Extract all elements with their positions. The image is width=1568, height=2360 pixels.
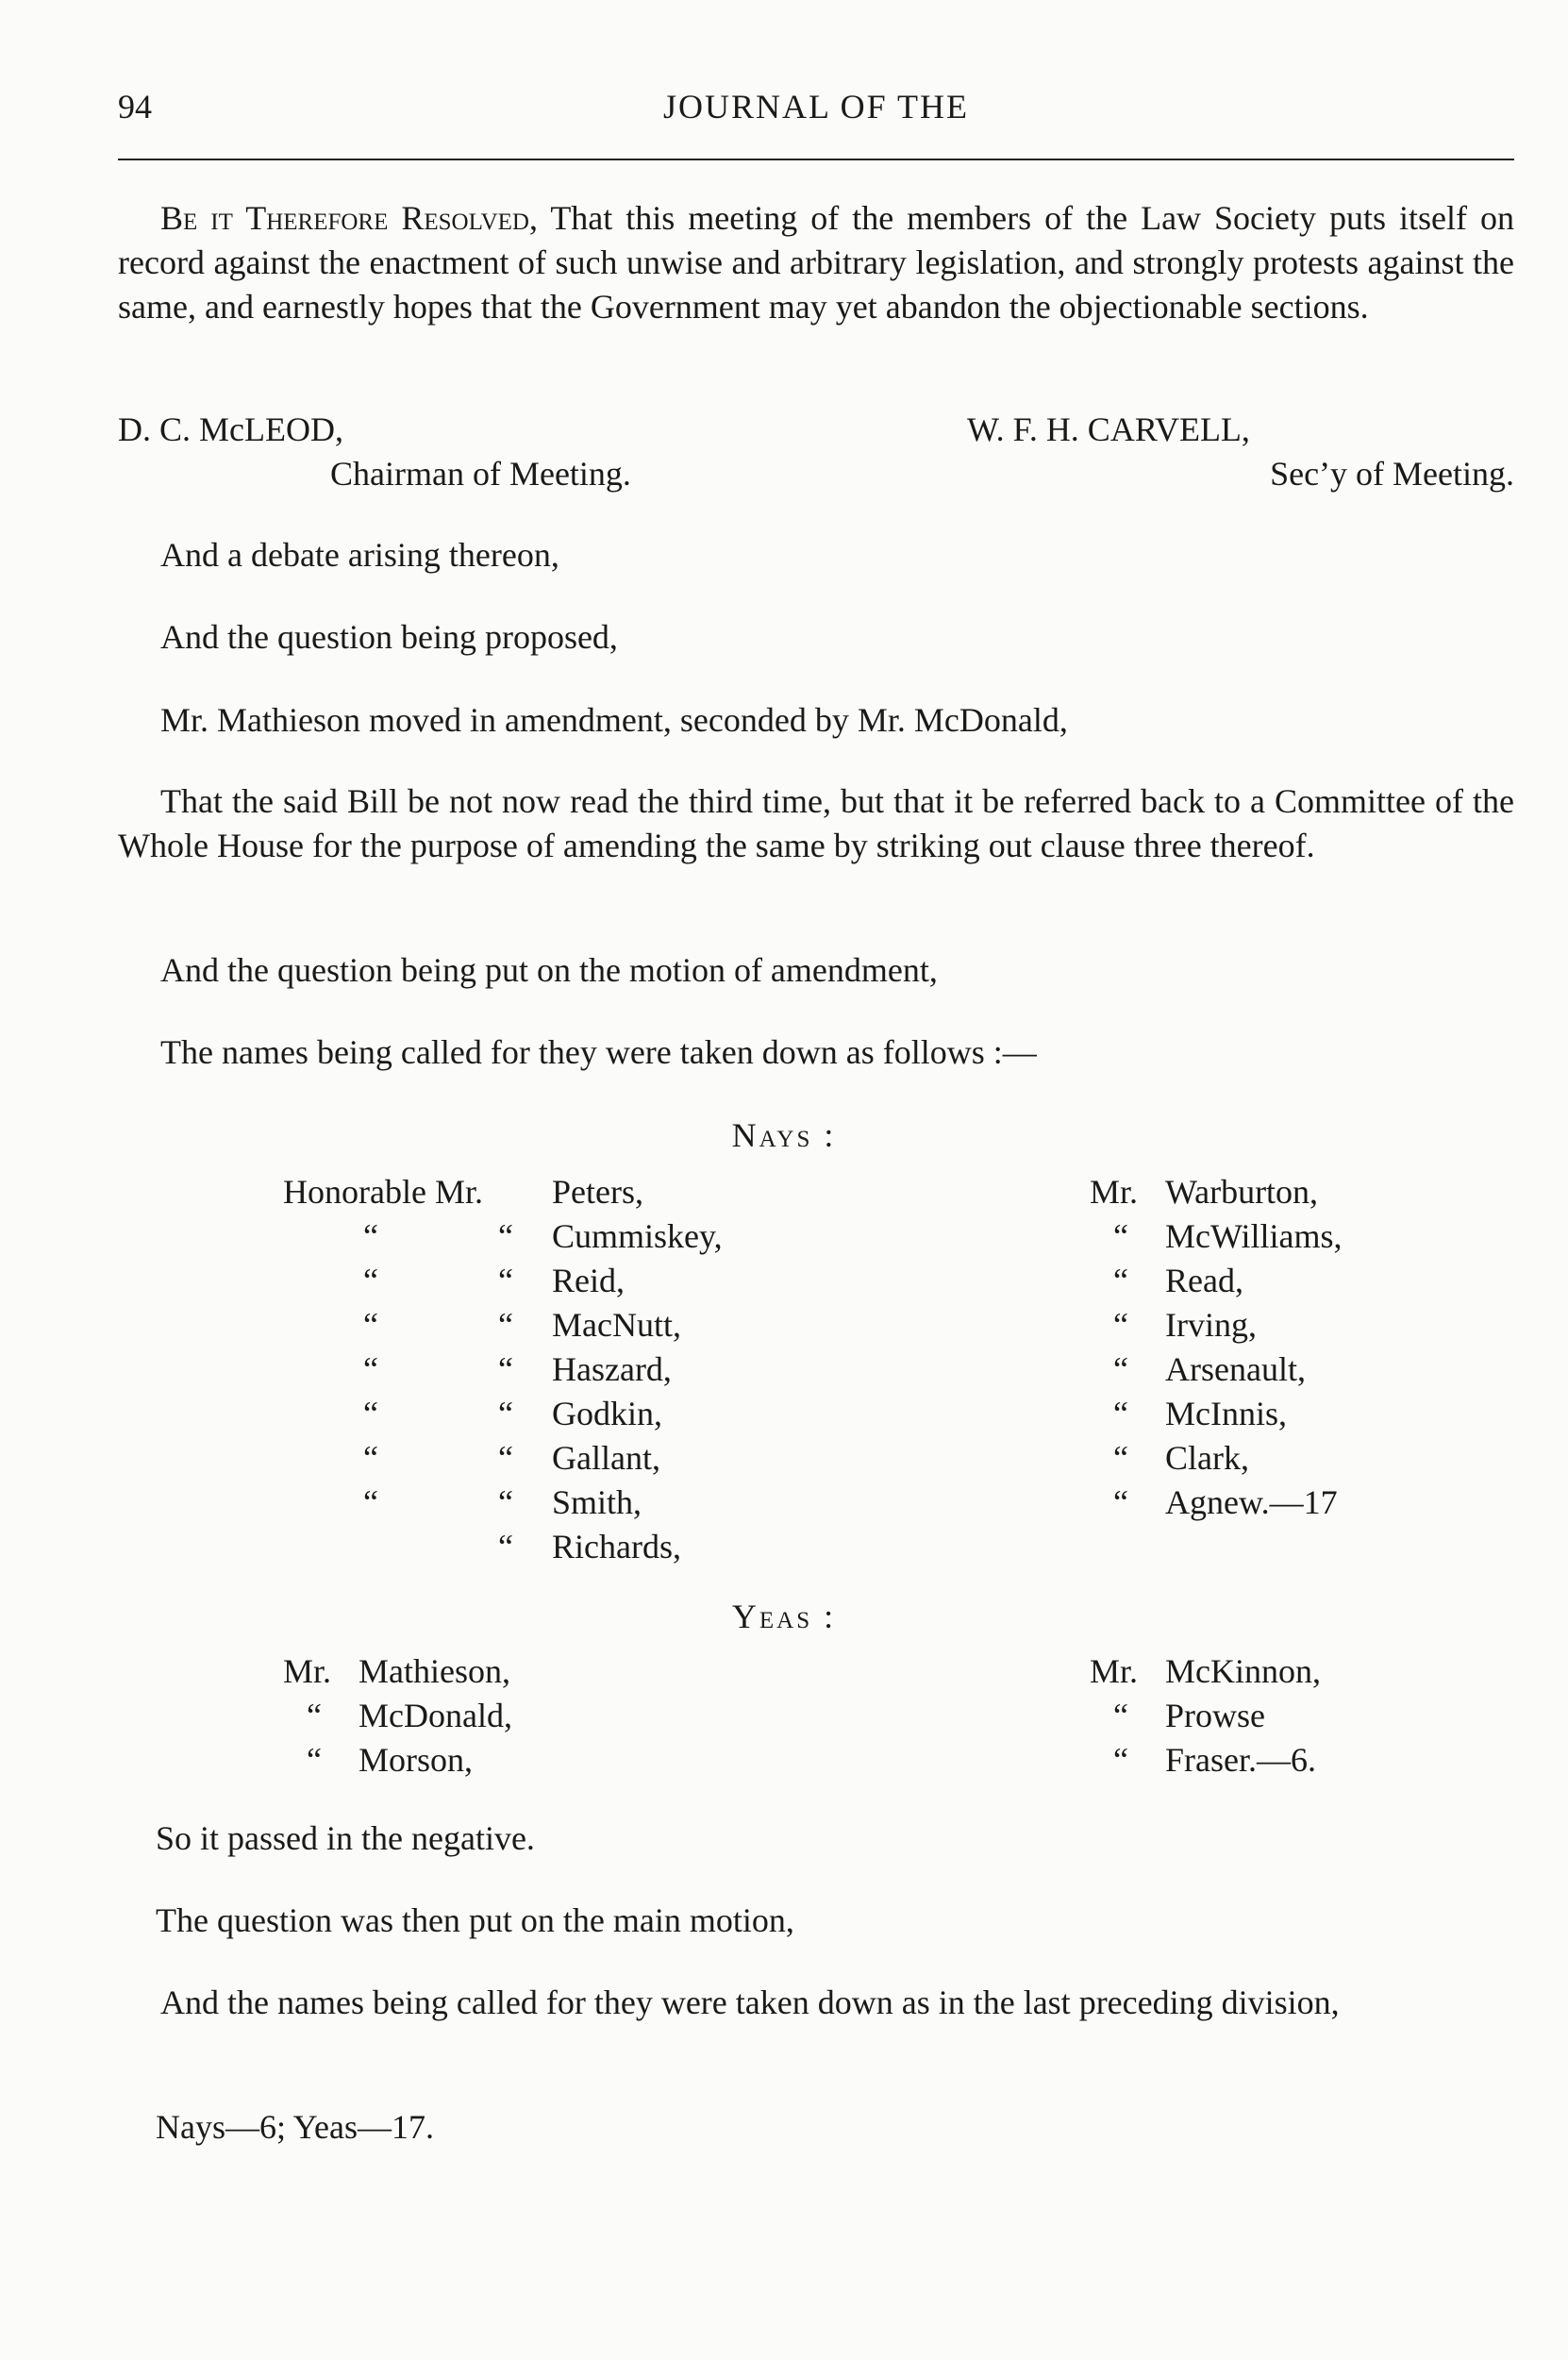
yeas-left-column (283, 1649, 679, 1783)
ditto-mark: “ (307, 1741, 322, 1779)
list-item (1090, 1649, 1486, 1694)
member-name: Irving, (1165, 1306, 1257, 1344)
list-item (283, 1170, 811, 1214)
member-name: Cummiskey, (552, 1217, 723, 1255)
list-item (283, 1347, 811, 1392)
list-item (283, 1738, 679, 1783)
ditto-mark: “ (1113, 1439, 1128, 1477)
secretary-name: W. F. H. CARVELL, (967, 410, 1250, 448)
debate-line: And a debate arising thereon, (160, 536, 559, 574)
nays-right-column (1090, 1170, 1486, 1525)
list-item (1090, 1481, 1486, 1525)
list-item (283, 1303, 811, 1347)
ditto-mark: “ (1113, 1697, 1128, 1734)
chairman-name: D. C. McLEOD, (118, 410, 343, 448)
list-item (1090, 1170, 1486, 1214)
ditto-mark: “ (1113, 1306, 1128, 1344)
amendment-line: Mr. Mathieson moved in amendment, seconded by Mr. McDonald, (160, 701, 1068, 739)
ditto-mark: “ (1113, 1217, 1128, 1255)
member-name: Peters, (552, 1173, 643, 1211)
list-item (283, 1649, 679, 1694)
member-name: Clark, (1165, 1439, 1249, 1477)
ditto-mark: “ (363, 1262, 378, 1299)
ditto-mark: “ (363, 1350, 378, 1388)
member-name: Fraser.—6. (1165, 1741, 1316, 1779)
nays-heading: Nays : (731, 1116, 837, 1154)
member-name: McInnis, (1165, 1395, 1287, 1432)
ditto-mark: “ (498, 1350, 513, 1388)
yeas-right-column (1090, 1649, 1486, 1783)
ditto-mark: “ (1113, 1262, 1128, 1299)
header-rule (118, 159, 1514, 160)
name-prefix: Mr. (1090, 1173, 1139, 1211)
secretary-title: Sec’y of Meeting. (1270, 455, 1514, 493)
list-item (283, 1525, 811, 1569)
question-line: And the question being proposed, (160, 618, 618, 656)
names-last-division: And the names being called for they were taken down as in the last preceding division, (160, 1983, 1340, 2021)
list-item (283, 1481, 811, 1525)
ditto-mark: “ (307, 1697, 322, 1734)
passed-negative-line: So it passed in the negative. (156, 1819, 535, 1857)
list-item (283, 1436, 811, 1481)
ditto-mark: “ (1113, 1483, 1128, 1521)
member-name: Reid, (552, 1262, 625, 1299)
ditto-mark: “ (498, 1439, 513, 1477)
name-prefix: Mr. (1090, 1652, 1139, 1690)
ditto-mark: “ (498, 1483, 513, 1521)
ditto-mark: “ (498, 1262, 513, 1299)
yeas-heading: Yeas : (731, 1598, 837, 1635)
member-name: Godkin, (552, 1395, 662, 1432)
put-amendment-line: And the question being put on the motion of amendment, (160, 951, 938, 989)
ditto-mark: “ (363, 1306, 378, 1344)
list-item (1090, 1694, 1486, 1738)
running-head: JOURNAL OF THE (662, 88, 969, 126)
list-item (1090, 1303, 1486, 1347)
member-name: Warburton, (1165, 1173, 1319, 1211)
ditto-mark: “ (498, 1306, 513, 1344)
member-name: Arsenault, (1165, 1350, 1306, 1388)
list-item (1090, 1347, 1486, 1392)
name-prefix: Honorable Mr. (283, 1173, 483, 1211)
list-item (283, 1214, 811, 1259)
page-header (118, 87, 1514, 134)
ditto-mark: “ (363, 1217, 378, 1255)
member-name: Richards, (552, 1528, 681, 1565)
list-item (283, 1392, 811, 1436)
page-number: 94 (118, 88, 152, 126)
main-motion-line: The question was then put on the main motion, (156, 1901, 794, 1939)
ditto-mark: “ (1113, 1395, 1128, 1432)
ditto-mark: “ (363, 1439, 378, 1477)
list-item (1090, 1214, 1486, 1259)
member-name: McDonald, (359, 1697, 512, 1734)
nays-left-column (283, 1170, 811, 1569)
member-name: Mathieson, (359, 1652, 510, 1690)
member-name: Morson, (359, 1741, 474, 1779)
member-name: McKinnon, (1165, 1652, 1321, 1690)
member-name: Read, (1165, 1262, 1243, 1299)
ditto-mark: “ (1113, 1350, 1128, 1388)
list-item (1090, 1738, 1486, 1783)
names-called-line: The names being called for they were taken down as follows :— (160, 1033, 1037, 1071)
name-prefix: Mr. (283, 1652, 332, 1690)
resolution-paragraph (118, 196, 1514, 329)
ditto-mark: “ (363, 1483, 378, 1521)
resolution-text: That this meeting of the members of the Law Society puts itself on record against the enactment of such unwise and arbitrary legislation, and strongly protests against the same, and earnestly hopes that the Government may yet abandon the objectionable sections. (118, 199, 1514, 326)
list-item (1090, 1259, 1486, 1303)
member-name: Prowse (1165, 1697, 1265, 1734)
member-name: Gallant, (552, 1439, 660, 1477)
chairman-title: Chairman of Meeting. (330, 455, 631, 493)
amendment-text: That the said Bill be not now read the third time, but that it be referred back to a Committee of the Whole House for the purpose of amending the same by striking out clause three thereof. (118, 782, 1514, 864)
member-name: McWilliams, (1165, 1217, 1343, 1255)
member-name: Haszard, (552, 1350, 672, 1388)
final-tally: Nays—6; Yeas—17. (156, 2108, 435, 2146)
ditto-mark: “ (363, 1395, 378, 1432)
list-item (1090, 1436, 1486, 1481)
member-name: Agnew.—17 (1165, 1483, 1338, 1521)
list-item (1090, 1392, 1486, 1436)
ditto-mark: “ (498, 1395, 513, 1432)
member-name: MacNutt, (552, 1306, 681, 1344)
resolution-lead: Be it Therefore Resolved, (160, 199, 538, 237)
ditto-mark: “ (1113, 1741, 1128, 1779)
ditto-mark: “ (498, 1528, 513, 1565)
member-name: Smith, (552, 1483, 642, 1521)
ditto-mark: “ (498, 1217, 513, 1255)
list-item (283, 1694, 679, 1738)
list-item (283, 1259, 811, 1303)
